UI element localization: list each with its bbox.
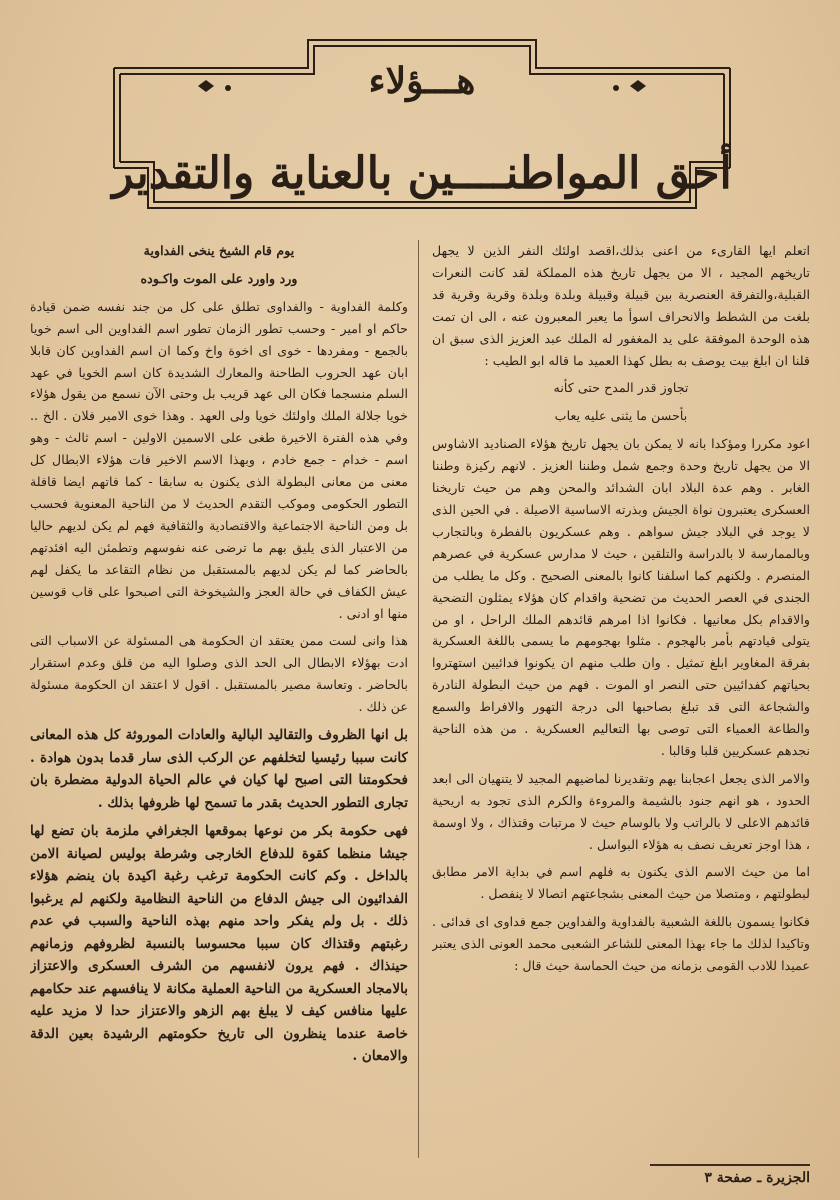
poem-verse: تجاوز قدر المدح حتى كأنه	[553, 380, 689, 396]
poem-verse: يوم قام الشيخ ينخى الفداوية	[143, 243, 295, 258]
article-paragraph: اتعلم ايها القارىء من اعنى بذلك،اقصد اولئك النفر الذين لا يجهل تاريخهم المجيد ، الا من يجهل تاريخ هذه المملكة لقد كانت النعرات القبلية،والتفرقة العنصرية بين قبيلة وقبيلة وبلدة وبلدة وقرية وقرية قد بلغت من الشطط والانحراف اسوأ ما يعبر المعبرون عنه ، الى ان تمت هذه الوحدة الموفقة على يد المغفور له الملك عبد العزيز الذى سبق ان قلنا ان ابلغ بيت يوصف به بطل كهذا العميد ما قاله ابو الطيب :	[432, 243, 810, 368]
footer-rule	[650, 1164, 810, 1166]
article-paragraph-bold: فهى حكومة بكر من نوعها بموقعها الجغرافي ملزمة بان تضع لها جيشا منظما كقوة للدفاع الخارجى وشرطة بوليس لصيانة الامن بالداخل . وكم كانت الحكومة ترغب رغبة اكيدة بان ينضم هؤلاء الفدائيون الى جيش الدفاع من الناحية النظامية ولكنهم لم يرغبوا ذلك . بل ولم يفكر واحد منهم بهذه الناحية والسبب في عدم رغبتهم وقتذاك كان سببا محسوسا بالنسبة لظروفهم وزمانهم حينذاك . فهم يرون لانفسهم من الشرف العسكرى والاعتزاز بالامجاد العسكرية من الناحية العملية مكانة لا ينافسهم عند حكامهم عليها منافس كيف لا يبلغ بهم الزهو والاعتزاز حدا لا مزيد عليه خاصة عندما ينظرون الى تاريخ حكومتهم الرشيدة بعين الدقة والامعان .	[30, 823, 408, 1065]
article-column-left	[30, 240, 408, 1160]
article-column-right	[432, 240, 810, 1160]
page-title: أحق المواطنــــين بالعناية والتقدير	[112, 148, 732, 199]
article-paragraph: اما من حيث الاسم الذى يكنون به فلهم اسم في بداية الامر مطابق لبطولتهم ، ومتصلا من حيث المعنى بشجاعتهم اتصالا لا ينفصل .	[432, 864, 810, 902]
article-paragraph: اعود مكررا ومؤكدا بانه لا يمكن بان يجهل تاريخ هؤلاء الصناديد الاشاوس الا من يجهل تاريخ وحدة وجمع شمل وطننا العزيز . لانهم ركيزة وطننا الغابر . وهم عدة البلاد ابان الشدائد والمحن وهم من حيث تاريخنا العسكرى يعتبرون نواة الجيش وبذرته الاساسية الاصيلة . في الحين الذى لا يوجد في البلاد جيش سواهم . وهم عسكريون بالفطرة وبالتجارب وبالممارسة لا بالدراسة والتلقين ، حيث لا مدارس عسكرية في عصرهم المنصرم . ولكنهم كما اسلفنا كانوا بالمعنى الصحيح . وكل ما يطلب من الجندى في العصر الحديث من تضحية واقدام كان هؤلاء يمثلون التضحية والاقدام بكل معانيها . فكانوا اذا امرهم قائدهم الملك الراحل ، او من يتولى قيادتهم بأمر بالهجوم . مثلوا بهجومهم ما يسمى باللغة العسكرية بفرقة المغاوير ابلغ تمثيل . وان طلب منهم ان يكونوا فدائيين استهتروا بحياتهم كفدائيين حتى النصر او الموت . فهم من حيث البطولة النادرة والشجاعة التى قد تبلغ بصاحبها الى درجة التهور والافراط والسمع والطاعة العمياء التى توصى بها التعاليم العسكرية . من هذه الناحية نجدهم عسكريين قلبا وقالبا .	[432, 436, 810, 758]
article-paragraph: فكانوا يسمون باللغة الشعبية بالفداوية والفداوين جمع فداوى اى فدائى . وتاكيدا لذلك ما جاء بهذا المعنى للشاعر الشعبى محمد العونى الذى يعتبر عميدا للادب القومى بزمانه من حيث الحماسة حيث قال :	[432, 914, 810, 974]
poem-verse: بأحسن ما يثنى عليه يعاب	[554, 408, 688, 424]
article-paragraph: هذا وانى لست ممن يعتقد ان الحكومة هى المسئولة عن الاسباب التى ادت بهؤلاء الابطال الى الحد الذى وصلوا اليه من قلق وعدم استقرار بالحاضر . وتعاسة مصير بالمستقبل . اقول لا اعتقد ان الحكومة مسئولة عن ذلك .	[30, 633, 408, 715]
column-divider	[418, 240, 419, 1158]
header-ornament-frame	[108, 18, 736, 218]
page-footer: الجزيرة ـ صفحة ٣	[704, 1170, 810, 1186]
article-paragraph: وكلمة الفداوية - والفداوى تطلق على كل من جند نفسه ضمن قيادة حاكم او امير - وحسب تطور الزمان تطور اسم الفداوين الى اسم خويا بالجمع - ومفردها - خوى اى اخوة واخ وكما ان اسم الفداوين كان قابلا ابان عهد الحروب الطاحنة والمعارك الشديدة كان اسم الخويا في عهد السلم منسجما فكان الى عهد قريب بل وحتى الآن نسمع من يقول هؤلاء خويا جلالة الملك واولئك خويا ولى العهد . وهذا خوى الامير فلان . الخ .. وفي هذه الفترة الاخيرة طغى على الاسمين الاولين - اسم ثالث - وهو اسم - خدام - جمع خادم ، وبهذا الاسم الاخير فات هؤلاء الابطال كل معنى من معانى البطولة الذى يكنون به سابقا - كما فاتهم ايضا قافلة التطور الحكومى وموكب التقدم الحديث لا من الناحية المعنوية فحسب بل ومن الناحية الاجتماعية والاقتصادية والثقافية فهم لم يكن لديهم حاليا من الاعتبار الذى يليق بهم ما ترضى عنه نفوسهم وتطمئن اليه افئدتهم بالحاضر كما لم يكن لديهم بالمستقبل من نظام التقاعد ما يكفل لهم عيش الكفاف في حالة العجز والشيخوخة التى اصبحوا على قاب قوسين منها او ادنى .	[30, 298, 408, 621]
header-kicker-title: هـــؤلاء	[368, 60, 476, 102]
poem-verse: ورد واورد على الموت واكـوده	[140, 270, 298, 286]
article-paragraph-bold: بل انها الظروف والتقاليد البالية والعادات الموروثة كل هذه المعانى كانت سببا رئيسيا لتخلفهم عن الركب الذى سار قدما بدون هوادة . فحكومتنا التى اصبح لها كيان في عالم الحياة الدولية مضطرة بان تجارى التطور الحديث بقدر ما تسمح لها ظروفها بذلك .	[30, 727, 408, 811]
article-paragraph: والامر الذى يجعل اعجابنا بهم وتقديرنا لماضيهم المجيد لا يتنهيان الى ابعد الحدود ، هو انهم جنود بالشيمة والمروءة والكرم الذى تجود به اريحية قائدهم الاعلى لا بالراتب ولا بالوسام حيث لا مرتبات وقتذاك ، ولا اوسمة ، هذا اوجز تعريف نصف به هؤلاء البواسل .	[432, 770, 810, 852]
